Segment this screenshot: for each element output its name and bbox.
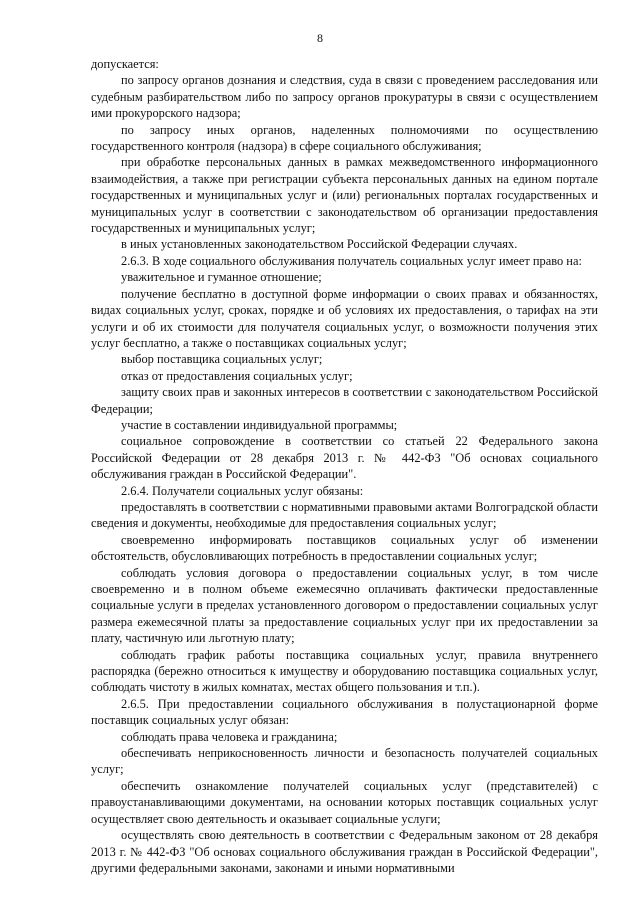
- paragraph: социальное сопровождение в соответствии со статьей 22 Федерального закона Российской Федерации от 28 декабря 2013 г. № 442-ФЗ "Об основах социального обслуживания граждан в Российской Федерации".: [91, 434, 598, 482]
- paragraph: допускается:: [91, 57, 159, 71]
- paragraph: 2.6.3. В ходе социального обслуживания получатель социальных услуг имеет право на:: [121, 253, 582, 268]
- paragraph: участие в составлении индивидуальной программы;: [121, 417, 398, 432]
- paragraph: обеспечить ознакомление получателей социальных услуг (представителей) с правоустанавливающими документами, на основании которых поставщик социальных услуг осуществляет свою деятельность и оказывает социальные услуги;: [91, 778, 598, 826]
- paragraph: выбор поставщика социальных услуг;: [121, 352, 323, 367]
- paragraph: защиту своих прав и законных интересов в соответствии с законодательством Российской Федерации;: [91, 385, 598, 416]
- paragraph: своевременно информировать поставщиков социальных услуг об изменении обстоятельств, обусловливающих потребность в предоставлении социальных услуг;: [91, 532, 598, 564]
- paragraph: обеспечивать неприкосновенность личности и безопасность получателей социальных услуг;: [91, 746, 598, 777]
- page-number: 8: [317, 31, 323, 45]
- paragraph: соблюдать условия договора о предоставлении социальных услуг, в том числе своевременно и в полном объеме ежемесячно оплачивать фактически предоставленные социальные услуги в пределах установленного договором о предоставлении социальных услуг размера ежемесячной платы за предоставление социальных услуг при их предоставлении за плату, частичную или льготную плату;: [91, 565, 598, 646]
- paragraph: отказ от предоставления социальных услуг;: [121, 368, 353, 383]
- paragraph: в иных установленных законодательством Российской Федерации случаях.: [121, 237, 518, 252]
- paragraph: получение бесплатно в доступной форме информации о своих правах и обязанностях, видах социальных услуг, сроках, порядке и об условиях их предоставления, о тарифах на эти услуги и об их стоимости для получателя социальных услуг, о возможности получения этих услуг бесплатно, а также о поставщиках социальных услуг;: [91, 286, 598, 350]
- paragraph: по запросу органов дознания и следствия, суда в связи с проведением расследования или судебным разбирательством либо по запросу органов прокуратуры в связи с осуществлением ими прокурорского надзора;: [91, 73, 598, 121]
- paragraph: соблюдать график работы поставщика социальных услуг, правила внутреннего распорядка (бережно относиться к имуществу и оборудованию поставщика социальных услуг, соблюдать чистоту в жилых комнатах, местах общего пользования и т.п.).: [91, 647, 598, 695]
- paragraph: при обработке персональных данных в рамках межведомственного информационного взаимодействия, а также при регистрации субъекта персональных данных на едином портале государственных и муниципальных услуг и (или) региональных порталах государственных и муниципальных услуг в соответствии с законодательством об организации предоставления государственных и муниципальных услуг;: [91, 155, 598, 236]
- paragraph: по запросу иных органов, наделенных полномочиями по осуществлению государственного контроля (надзора) в сфере социального обслуживания;: [91, 122, 598, 154]
- paragraph: осуществлять свою деятельность в соответствии с Федеральным законом от 28 декабря 2013 г. № 442-ФЗ "Об основах социального обслуживания граждан в Российской Федерации", другими федеральными законами, законами и иными нормативными: [91, 828, 598, 875]
- paragraph: уважительное и гуманное отношение;: [121, 270, 322, 285]
- document-body: [91, 56, 598, 876]
- paragraph: соблюдать права человека и гражданина;: [121, 729, 338, 744]
- paragraph: предоставлять в соответствии с нормативными правовыми актами Волгоградской области сведения и документы, необходимые для предоставления социальных услуг;: [91, 499, 598, 531]
- paragraph: 2.6.4. Получатели социальных услуг обязаны:: [121, 483, 364, 498]
- paragraph: 2.6.5. При предоставлении социального обслуживания в полустационарной форме поставщик социальных услуг обязан:: [91, 696, 598, 728]
